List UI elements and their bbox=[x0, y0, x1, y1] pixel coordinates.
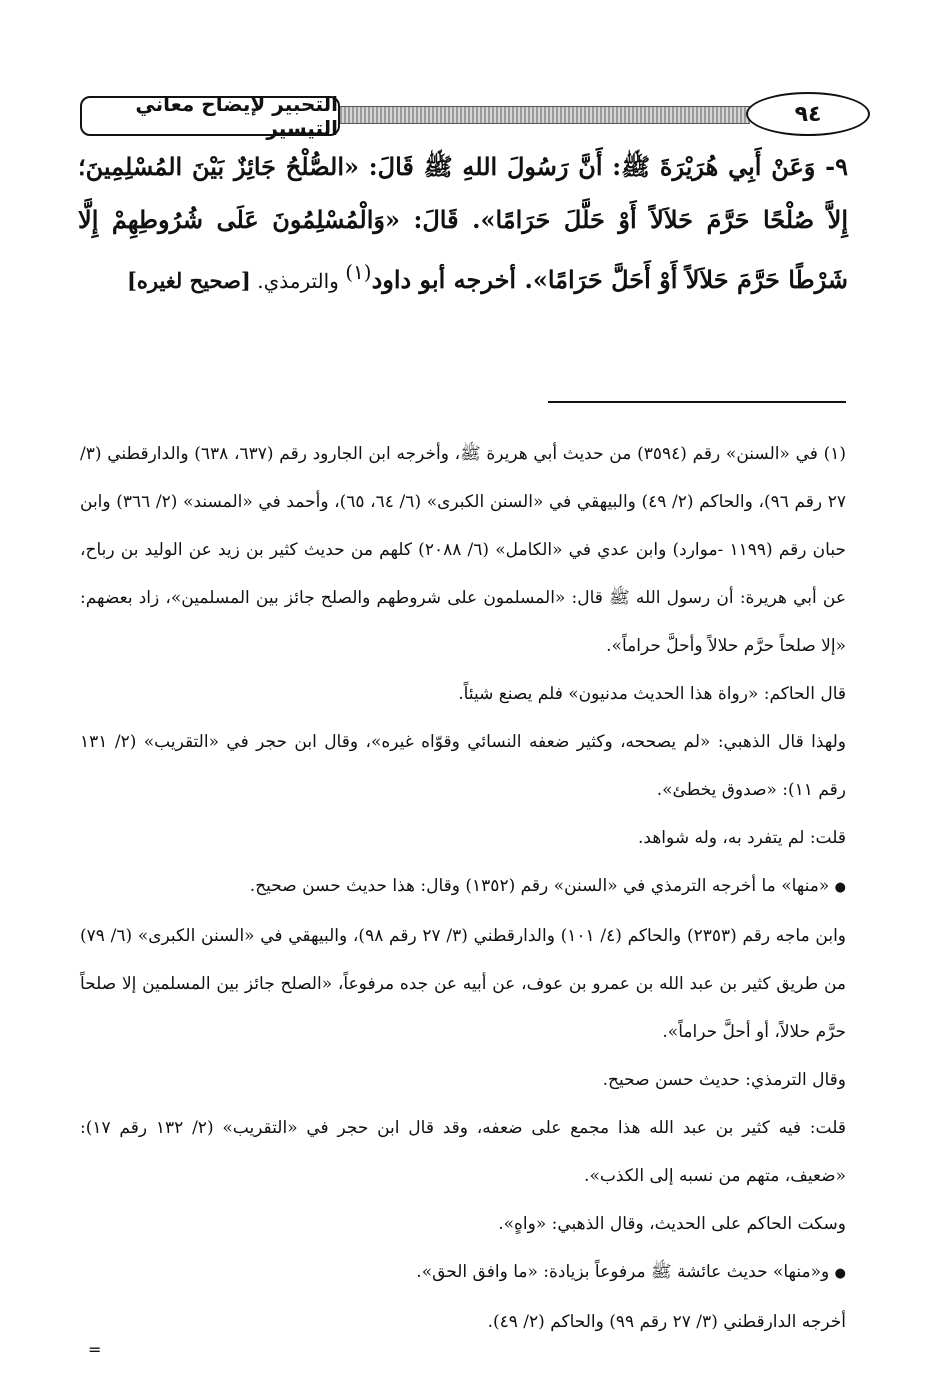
footnote-shahid-2-text: و«منها» حديث عائشة ﷺ مرفوعاً بزيادة: «ما وافق الحق». bbox=[416, 1262, 830, 1282]
header-decorative-band bbox=[320, 106, 750, 124]
bullet-icon: ● bbox=[834, 1266, 846, 1281]
footnote-shahid-1-text: «منها» ما أخرجه الترمذي في «السنن» رقم (١٣٥٢) وقال: هذا حديث حسن صحيح. bbox=[249, 876, 830, 896]
footnote-reference[interactable]: (١) bbox=[345, 260, 372, 284]
hadith-grade: [صحيح لغيره] bbox=[126, 268, 251, 293]
footnote-dhahabi-comment: ولهذا قال الذهبي: «لم يصححه، وكثير ضعفه النسائي وقوّاه غيره»، وقال ابن حجر في «التقريب» (٢/ ١٣١ رقم ١١): «صدوق يخطئ». bbox=[80, 732, 846, 800]
footnotes bbox=[80, 430, 846, 1346]
hadith-line-1: ٩- وَعَنْ أَبِي هُرَيْرَةَ ﷺ: أَنَّ رَسُولَ اللهِ ﷺ قَالَ: «الصُّلْحُ جَائِزٌ بَيْنَ المُسْلِمِينَ؛ إِلاَّ bbox=[78, 152, 849, 234]
bottom-mark: = bbox=[88, 1340, 102, 1359]
footnote-ibn-majah: وابن ماجه رقم (٢٣٥٣) والحاكم (٤/ ١٠١) والدارقطني (٣/ ٢٧ رقم ٩٨)، والبيهقي في «السنن الكبرى» (٦/ ٧٩) من طريق كثير بن عبد الله بن عمرو بن عوف، عن أبيه عن جده مرفوعاً، «الصلح جائز بين المسلمين إلا صلحاً حرَّم حلالاً، أو أحلَّ حراماً». bbox=[80, 926, 847, 1042]
footnote-daraqutni: أخرجه الدارقطني (٣/ ٢٧ رقم ٩٩) والحاكم (٢/ ٤٩). bbox=[487, 1312, 846, 1332]
hadith-line-3 bbox=[126, 260, 651, 294]
footnote-author-note: قلت: لم يتفرد به، وله شواهد. bbox=[638, 828, 846, 848]
footnote-tirmidhi-grade: وقال الترمذي: حديث حسن صحيح. bbox=[602, 1070, 846, 1090]
page-number: ٩٤ bbox=[746, 92, 870, 136]
hadith-line-3-rest: والترمذي. bbox=[250, 269, 346, 293]
bullet-icon: ● bbox=[834, 880, 846, 895]
footnote-shahid-2 bbox=[80, 1248, 846, 1298]
footnote-1: (١) في «السنن» رقم (٣٥٩٤) من حديث أبي هريرة ﷺ، وأخرجه ابن الجارود رقم (٦٣٧، ٦٣٨) والدارقطني (٣/ ٢٧ رقم ٩٦)، والحاكم (٢/ ٤٩) والبيهقي في «السنن الكبرى» (٦/ ٦٤، ٦٥)، وأحمد في «المسند» (٢/ ٣٦٦) وابن حبان رقم (١١٩٩ -موارد) وابن عدي في «الكامل» (٦/ ٢٠٨٨) كلهم من حديث كثير بن زيد عن الوليد بن رباح، عن أبي هريرة: أن رسول الله ﷺ قال: «المسلمون على شروطهم والصلح جائز بين المسلمين»، زاد بعضهم: «إلا صلحاً حرَّم حلالاً وأحلَّ حراماً». bbox=[80, 444, 847, 656]
hadith-line-2: صُلْحًا حَرَّمَ حَلاَلاً أَوْ حَلَّلَ حَرَامًا». قَالَ: «وَالْمُسْلِمُونَ عَلَى شُرُوطِهِمْ إِلَّا شَرْطًا حَرَّمَ حَلاَلاً أَوْ bbox=[78, 205, 848, 294]
footnote-author-critique: قلت: فيه كثير بن عبد الله هذا مجمع على ضعفه، وقد قال ابن حجر في «التقريب» (٢/ ١٣٢ رقم ١٧): «ضعيف، متهم من نسبه إلى الكذب». bbox=[80, 1118, 846, 1186]
hadith-line-3-text: أَحَلَّ حَرَامًا». أخرجه أبو داود bbox=[371, 265, 651, 294]
footnote-separator bbox=[548, 401, 846, 403]
book-title: التحبير لإيضاح معاني التيسير bbox=[80, 96, 340, 136]
footnote-hakim-silence: وسكت الحاكم على الحديث، وقال الذهبي: «واهٍ». bbox=[498, 1214, 846, 1234]
footnote-hakim-comment: قال الحاكم: «رواة هذا الحديث مدنيون» فلم يصنع شيئاً. bbox=[458, 684, 846, 704]
hadith-text bbox=[78, 140, 848, 308]
footnote-shahid-1 bbox=[80, 862, 846, 912]
page-header bbox=[80, 92, 870, 138]
